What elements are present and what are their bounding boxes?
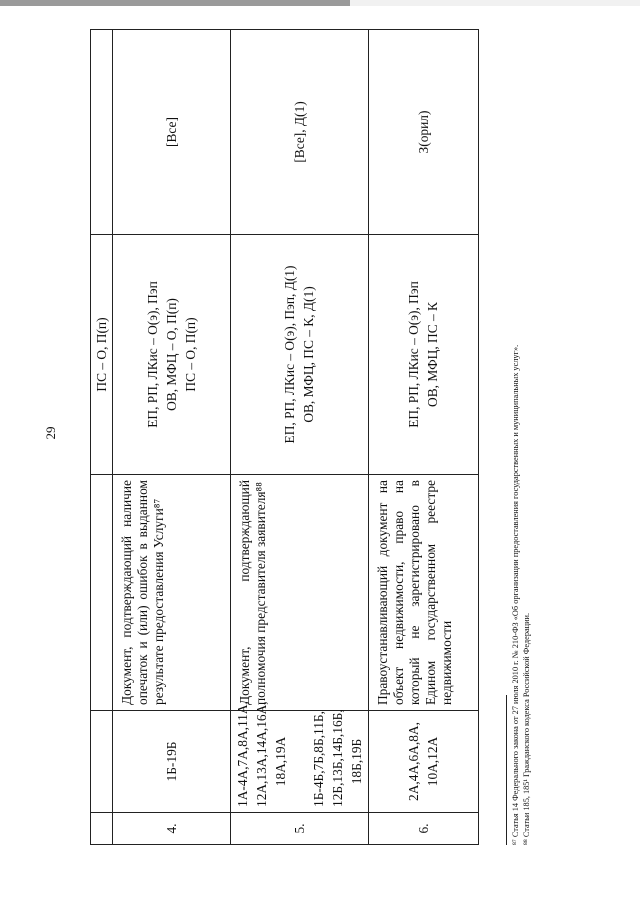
row-number: 5.	[231, 813, 369, 845]
row-ways	[369, 235, 479, 475]
way-line: ОВ, МФЦ, ПС – К, Д(1)	[301, 286, 316, 423]
code-line: 1Б-4Б,7Б,8Б,11Б,	[310, 711, 326, 807]
code-gap	[292, 716, 308, 807]
row-result: [Все]	[113, 30, 231, 235]
footnote-rule	[506, 695, 507, 845]
scan-artifact-bar	[0, 0, 640, 6]
code-line: 1Б-19Б	[163, 741, 179, 782]
code-line: 18Б,19Б	[348, 738, 364, 785]
table-header-row	[91, 30, 113, 845]
page-number: 29	[43, 426, 58, 440]
row-document: Документ, подтверждающий полномочия представителя заявителя⁸⁸	[231, 475, 369, 711]
header-cell-num	[91, 813, 113, 845]
row-result: [Все], Д(1)	[231, 30, 369, 235]
way-line: ПС – О, П(п)	[182, 317, 198, 392]
code-line: 18А,19А	[272, 736, 288, 787]
code-line: 1А-4А,7А,8А,11А,	[234, 701, 250, 807]
table-row	[231, 30, 369, 845]
way-line: ЕП, РП, ЛКис – О(э), Пэп	[144, 281, 160, 428]
way-line: ЕП, РП, ЛКис – О(э), Пэп	[406, 281, 421, 428]
row-result: З(орил)	[369, 30, 479, 235]
header-cell-result	[91, 30, 113, 235]
table-row	[113, 30, 231, 845]
footnote-87: ⁸⁷ Статья 14 Федерального закона от 27 июля 2010 г. № 210-ФЗ «Об организации предоставления государственных и муниципальных услуг».	[511, 344, 520, 845]
footnote-88: ⁸⁸ Статьи 185, 185¹ Гражданского кодекса Российской Федерации.	[522, 612, 531, 845]
rotated-page-content	[90, 30, 570, 845]
table-row	[369, 30, 479, 845]
header-cell-codes	[91, 711, 113, 813]
code-line: 10А,12А	[425, 736, 440, 787]
code-line: 12А,13А,14А,16А,	[253, 701, 269, 807]
row-codes	[231, 701, 369, 813]
row-codes	[369, 711, 479, 813]
documents-table	[90, 29, 479, 845]
row-number: 4.	[113, 813, 231, 845]
footnotes	[506, 30, 532, 845]
row-document: Документ, подтверждающий наличие опечаток и (или) ошибок в выданном результате предоставления Услуги⁸⁷	[113, 475, 231, 711]
row-ways	[113, 235, 231, 475]
way-line: ОВ, МФЦ, ПС – К	[425, 302, 440, 407]
way-line: ОВ, МФЦ – О, П(п)	[163, 298, 179, 411]
header-cell-ways: ПС – О, П(п)	[91, 235, 113, 475]
row-ways	[231, 235, 369, 475]
code-line: 2А,4А,6А,8А,	[406, 722, 421, 801]
code-line: 12Б,13Б,14Б,16Б,	[329, 709, 345, 807]
header-cell-document	[91, 475, 113, 711]
row-document: Правоустанавливающий документ на объект недвижимости, право на который не зарегистрировано в Едином государственном реестре недвижимости	[369, 475, 479, 711]
row-number: 6.	[369, 813, 479, 845]
row-codes	[113, 711, 231, 813]
way-line: ЕП, РП, ЛКис – О(э), Пэп, Д(1)	[282, 265, 297, 444]
